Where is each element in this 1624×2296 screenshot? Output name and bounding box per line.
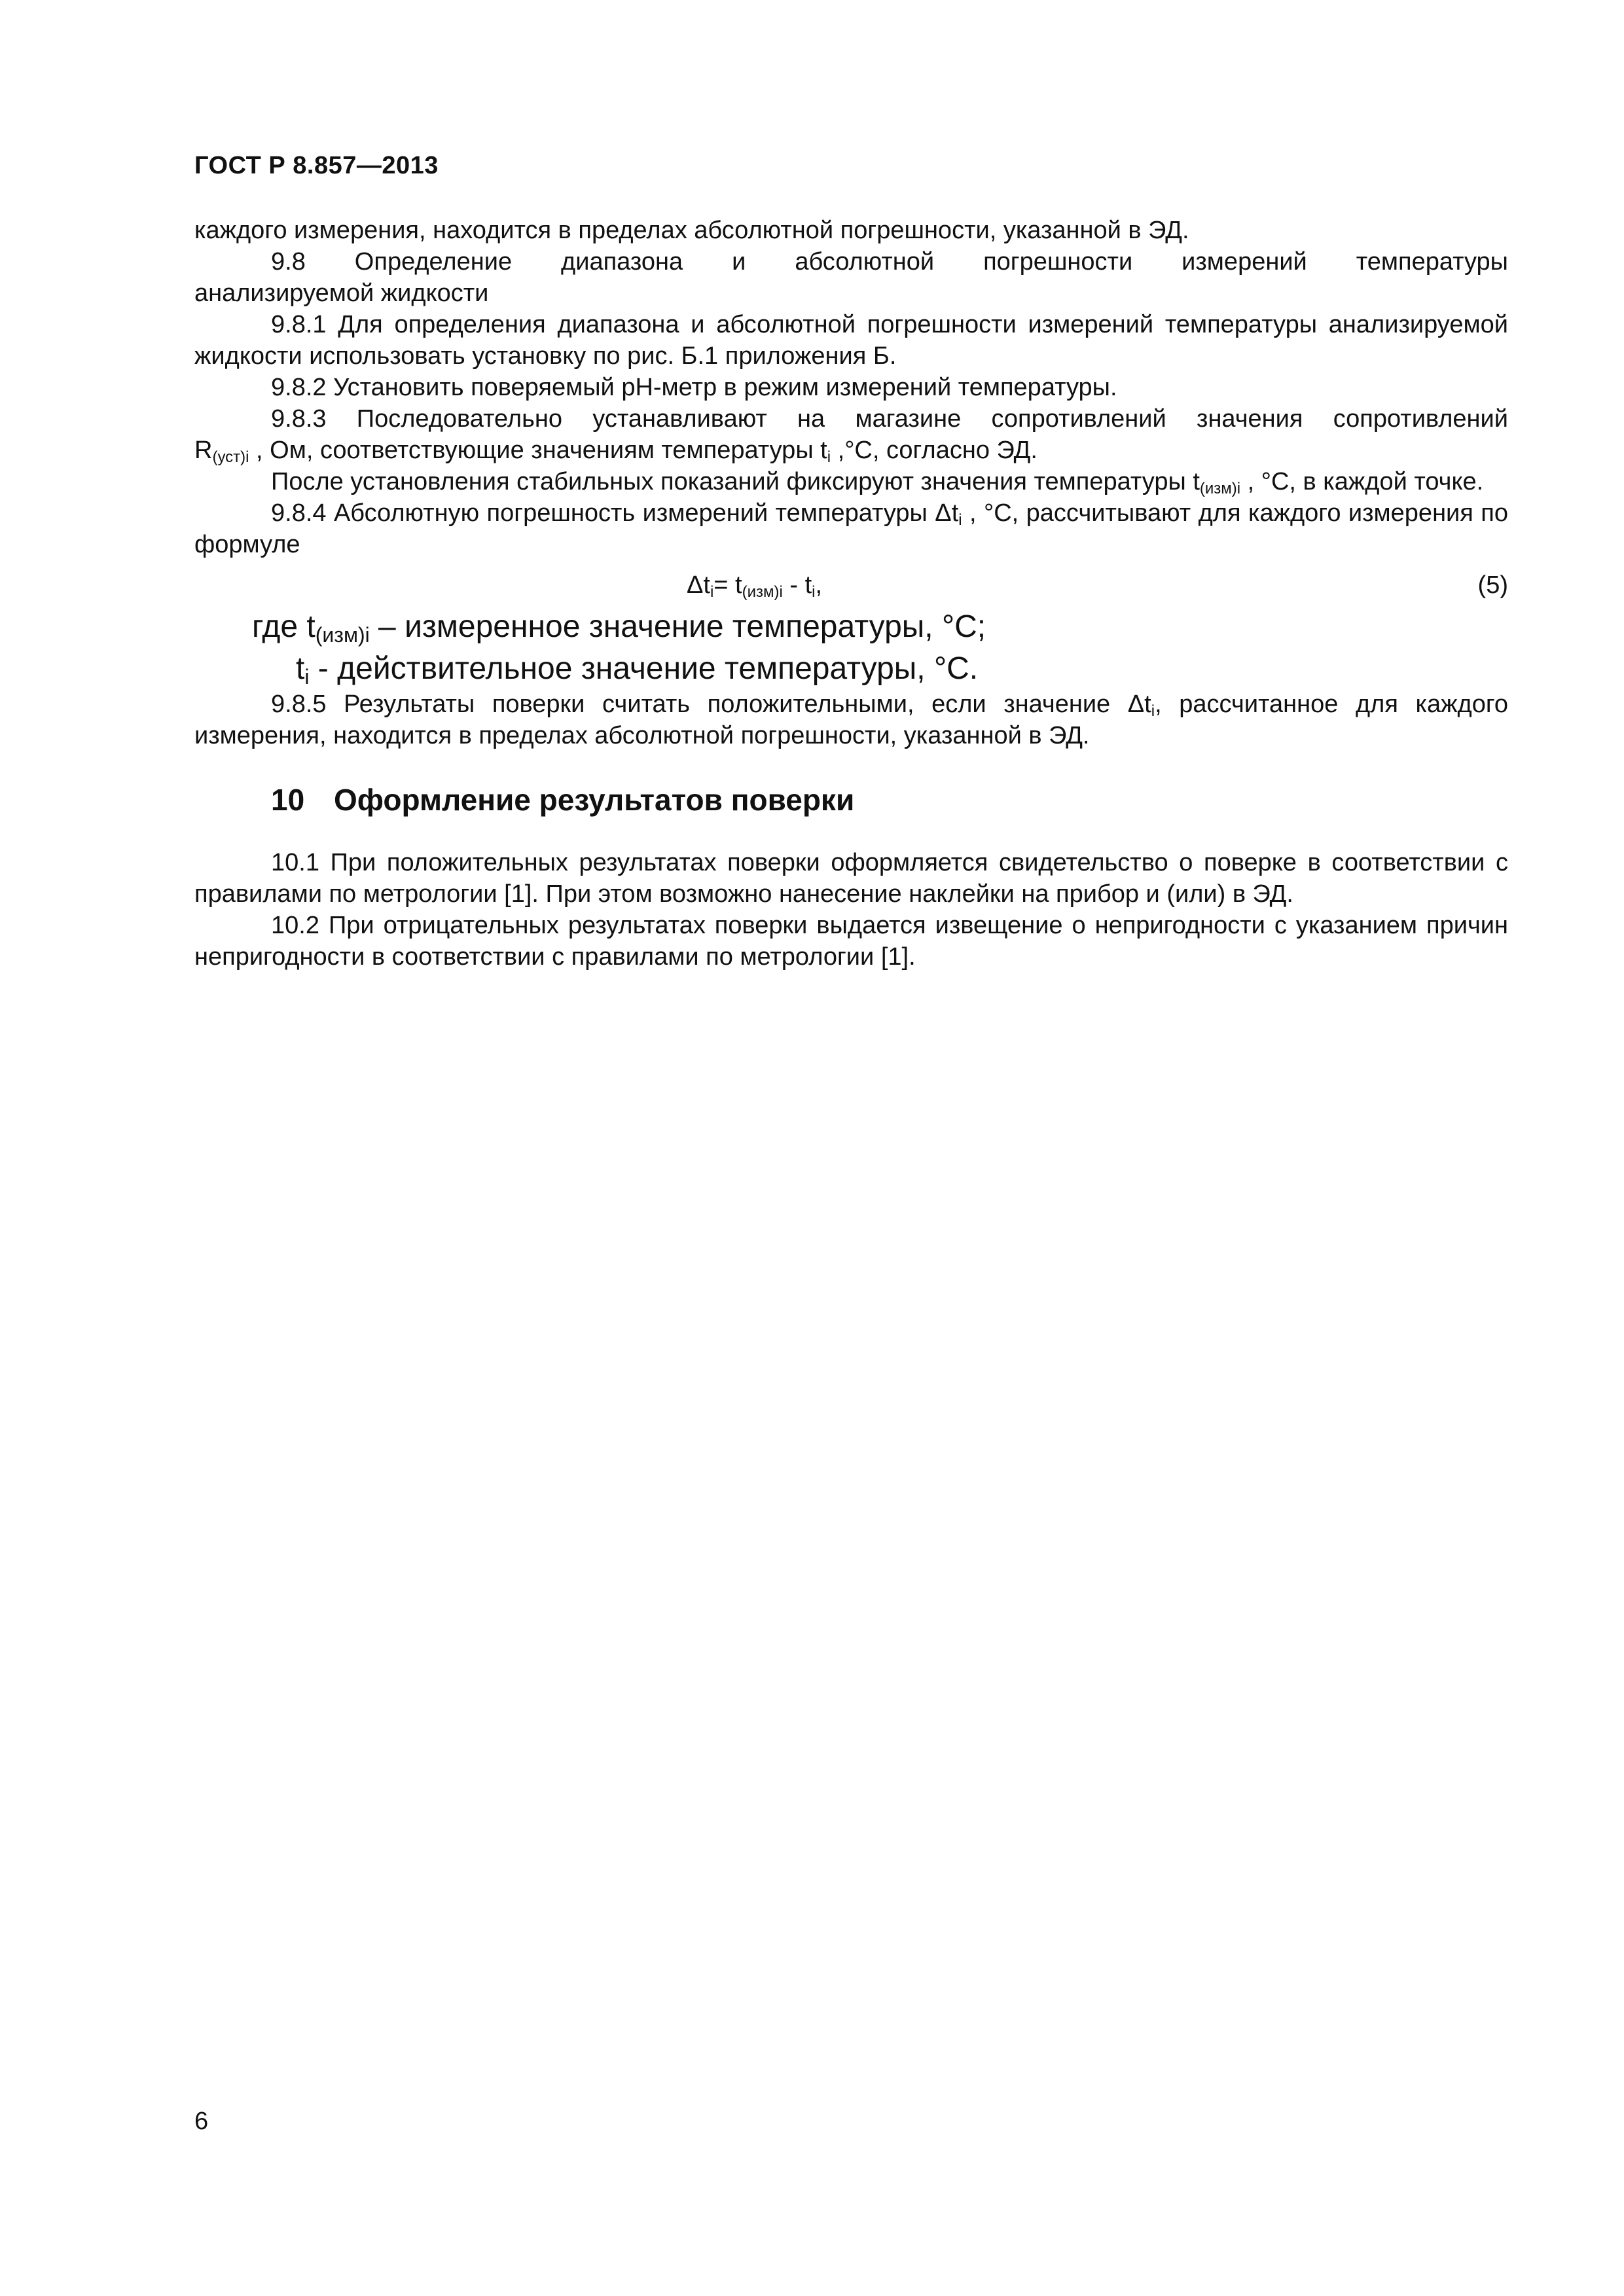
paragraph-9-8-5: [194, 689, 1508, 751]
formula-tail: ,: [815, 571, 823, 599]
paragraph-9-8-5-text: 9.8.5 Результаты поверки считать положительными, если значение Δt: [271, 691, 1151, 718]
section-number: 10: [271, 783, 305, 817]
paragraph-9-8-5-tail: , рассчитанное для каждого измерения, находится в пределах абсолютной погрешности, указанной в ЭД.: [194, 691, 1508, 749]
where-measured-text: где t: [252, 609, 316, 644]
formula: [687, 569, 822, 601]
paragraph-9-8-1: 9.8.1 Для определения диапазона и абсолютной погрешности измерений температуры анализируемой жидкости использовать установку по рис. Б.1 приложения Б.: [194, 311, 1508, 370]
paragraph-9-8-4-text: 9.8.4 Абсолютную погрешность измерений температуры Δt: [271, 499, 959, 527]
where-actual-subscript: i: [304, 665, 310, 689]
where-measured-line: [194, 607, 1508, 647]
where-actual-line: [194, 649, 1508, 689]
after-stabilization-text: После установления стабильных показаний фиксируют значения температуры t: [271, 468, 1200, 495]
paragraph-9-8-3-text: , Ом, соответствующие значениям температуры t: [249, 437, 827, 464]
formula-actual-subscript: i: [812, 583, 816, 601]
paragraph-9-8-line2: анализируемой жидкости: [194, 279, 489, 307]
paragraph-continuation: каждого измерения, находится в пределах абсолютной погрешности, указанной в ЭД.: [194, 217, 1189, 244]
temperature-subscript: i: [827, 448, 831, 466]
paragraph-10-2: 10.2 При отрицательных результатах поверки выдается извещение о непригодности с указанием причин непригодности в соответствии с правилами по метрологии [1].: [194, 912, 1508, 971]
paragraph-9-8-4-tail: , °С, рассчитывают для каждого измерения по формуле: [194, 499, 1508, 558]
paragraph-9-8-3-tail: ,°С, согласно ЭД.: [831, 437, 1038, 464]
formula-measured-subscript: (изм)i: [742, 583, 783, 601]
where-actual-text: t: [296, 651, 305, 686]
paragraph-after-stabilization: [194, 466, 1508, 497]
paragraph-9-8-3-line1: 9.8.3 Последовательно устанавливают на магазине сопротивлений значения сопротивлений: [271, 405, 1508, 433]
formula-row: [194, 569, 1508, 605]
paragraph-10-1: 10.1 При положительных результатах поверки оформляется свидетельство о поверке в соответствии с правилами по метрологии [1]. При этом возможно нанесение наклейки на прибор и (или) в ЭД.: [194, 849, 1508, 908]
formula-minus: - t: [782, 571, 812, 599]
resistance-symbol: R: [194, 437, 213, 464]
where-actual-tail: - действительное значение температуры, °С.: [309, 651, 979, 686]
paragraph-9-8-5-subscript: i: [1151, 702, 1155, 720]
document-body: [194, 215, 1508, 973]
where-measured-subscript: (изм)i: [315, 623, 370, 647]
formula-equals: = t: [713, 571, 742, 599]
where-measured-tail: – измеренное значение температуры, °С;: [369, 609, 986, 644]
paragraph-9-8-line1: 9.8 Определение диапазона и абсолютной погрешности измерений температуры: [271, 248, 1508, 276]
section-title: Оформление результатов поверки: [334, 783, 855, 817]
paragraph-9-8-4: [194, 497, 1508, 560]
delta-subscript: i: [958, 511, 962, 529]
document-code-header: ГОСТ Р 8.857—2013: [194, 152, 439, 179]
section-10-heading: [271, 781, 1508, 818]
measured-subscript: (изм)i: [1199, 480, 1241, 497]
formula-lhs: Δt: [687, 571, 710, 599]
page-number: 6: [194, 2108, 209, 2135]
resistance-subscript: (уст)i: [212, 448, 249, 466]
paragraph-9-8-3-line2: [194, 435, 1508, 466]
formula-lhs-subscript: i: [710, 583, 714, 601]
after-stabilization-tail: , °С, в каждой точке.: [1240, 468, 1484, 495]
paragraph-9-8-2: 9.8.2 Установить поверяемый pH-метр в режим измерений температуры.: [271, 374, 1117, 401]
formula-number: (5): [1477, 571, 1508, 599]
